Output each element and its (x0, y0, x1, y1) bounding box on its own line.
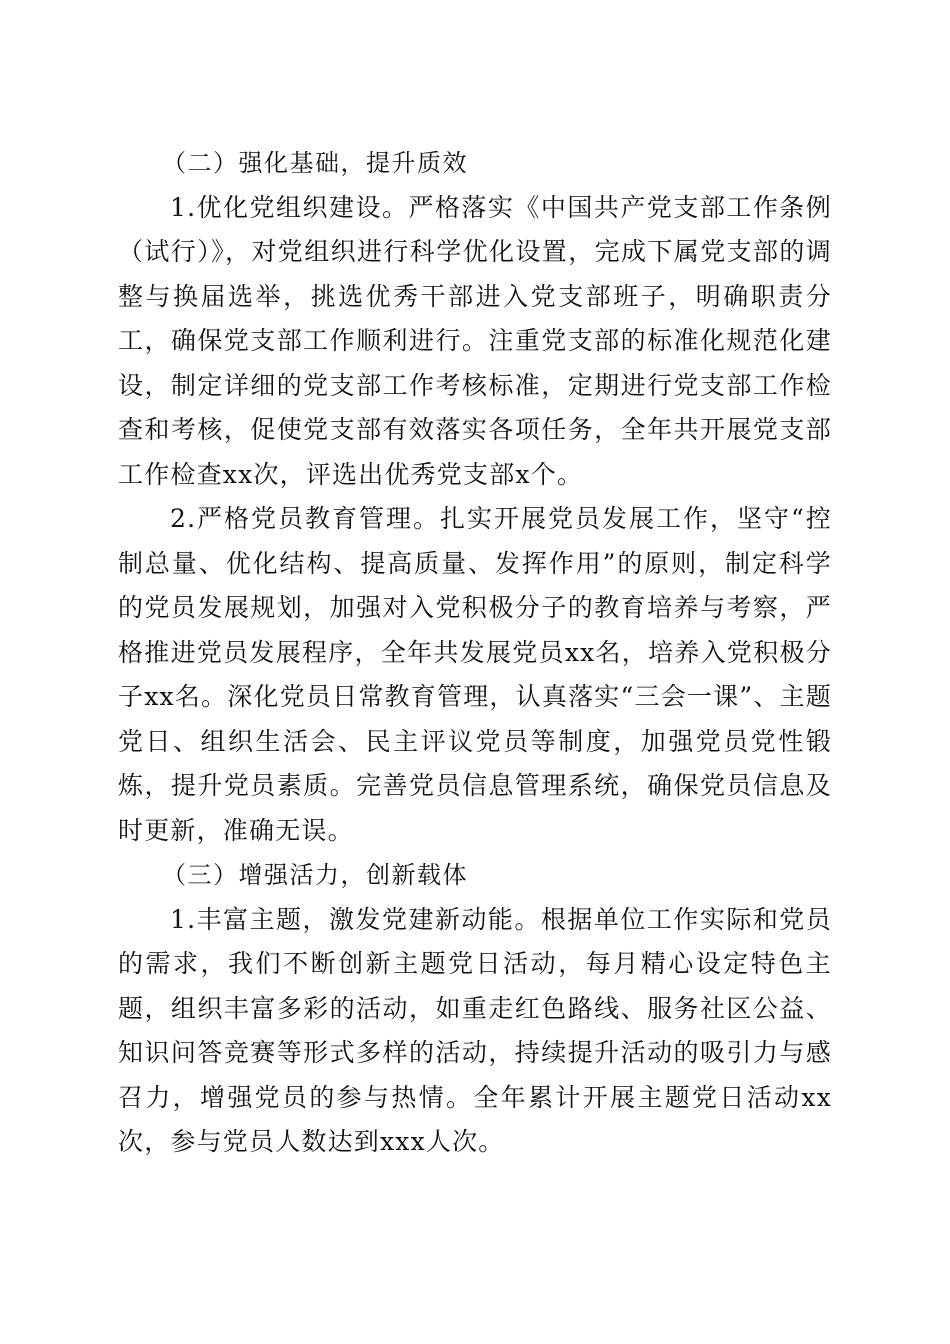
paragraph-3-1: 1.丰富主题，激发党建新动能。根据单位工作实际和党员的需求，我们不断创新主题党日活动，每月精心设定特色主题，组织丰富多彩的活动，如重走红色路线、服务社区公益、知识问答竞赛等形式多样的活动，持续提升活动的吸引力与感召力，增强党员的参与热情。全年累计开展主题党日活动xx次，参与党员人数达到xxx人次。 (118, 904, 832, 1156)
paragraph-2-1: 1.优化党组织建设。严格落实《中国共产党支部工作条例（试行）》，对党组织进行科学优化设置，完成下属党支部的调整与换届选举，挑选优秀干部进入党支部班子，明确职责分工，确保党支部工作顺利进行。注重党支部的标准化规范化建设，制定详细的党支部工作考核标准，定期进行党支部工作检查和考核，促使党支部有效落实各项任务，全年共开展党支部工作检查xx次，评选出优秀党支部x个。 (118, 192, 832, 489)
document-body (118, 141, 832, 1165)
section-heading-3: （三）增强活力，创新载体 (162, 861, 468, 889)
paragraph-2-2: 2.严格党员教育管理。扎实开展党员发展工作，坚守“控制总量、优化结构、提高质量、发挥作用”的原则，制定科学的党员发展规划，加强对入党积极分子的教育培养与考察，严格推进党员发展程序，全年共发展党员xx名，培养入党积极分子xx名。深化党员日常教育管理，认真落实“三会一课”、主题党日、组织生活会、民主评议党员等制度，加强党员党性锻炼，提升党员素质。完善党员信息管理系统，确保党员信息及时更新，准确无误。 (118, 504, 832, 845)
section-heading-2: （二）强化基础，提升质效 (162, 149, 468, 177)
